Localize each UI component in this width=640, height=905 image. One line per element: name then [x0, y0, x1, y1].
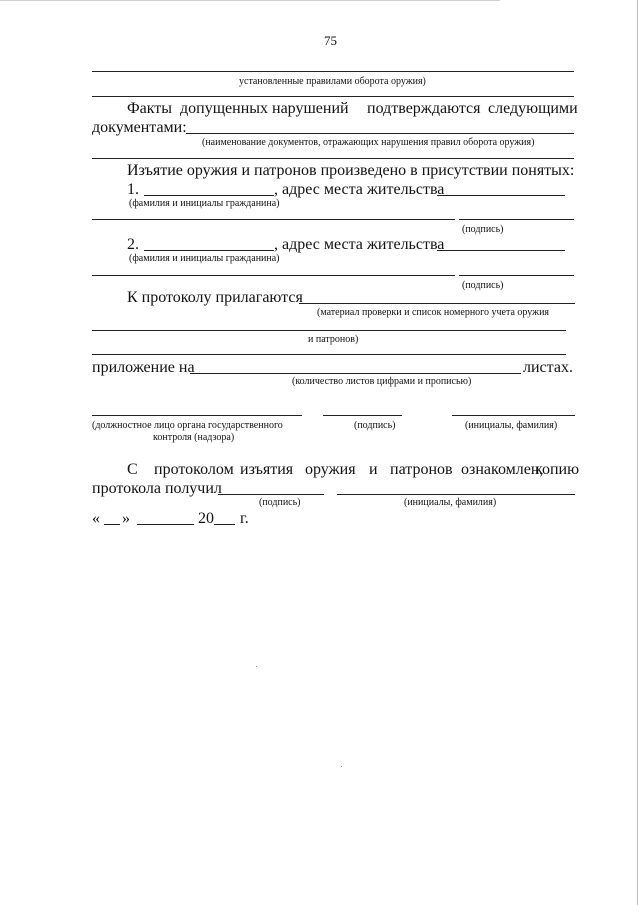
witness-2-number: 2.	[127, 236, 139, 253]
caption-witness-2-name: (фамилия и инициалы гражданина)	[129, 253, 280, 264]
caption-witness-2-signature: (подпись)	[462, 280, 504, 291]
ack-received-label: протокола получил	[92, 480, 222, 497]
scan-speck	[256, 666, 257, 667]
attachments-field-line	[299, 303, 575, 304]
witness-1-signature-line	[459, 219, 574, 220]
caption-official-b: контроля (надзора)	[153, 432, 235, 443]
ack-initials-line	[337, 494, 575, 495]
facts-word: допущенных	[180, 100, 268, 117]
witness-2-name-line	[144, 250, 274, 251]
caption-ack-signature: (подпись)	[259, 497, 301, 508]
scan-edge-line	[0, 0, 500, 1]
ack-word: патронов	[390, 461, 453, 478]
date-year-suffix: г.	[240, 510, 249, 527]
witness-1-second-line	[92, 219, 455, 220]
official-line	[92, 415, 302, 416]
date-day-line	[104, 524, 120, 525]
facts-word: Факты	[127, 100, 173, 117]
caption-ack-initials: (инициалы, фамилия)	[404, 497, 497, 508]
facts-word: подтверждаются	[367, 100, 481, 117]
attachments-label: К протоколу прилагаются	[127, 289, 303, 306]
official-signature-line	[323, 415, 402, 416]
rule-line	[92, 158, 574, 159]
ack-word: ознакомлен,	[461, 461, 544, 478]
caption-official-a: (должностное лицо органа государственного	[92, 420, 283, 431]
ack-word: протоколом	[154, 461, 234, 478]
facts-documents-label: документами:	[92, 119, 187, 136]
witness-1-address-label: , адрес места жительства	[274, 181, 445, 198]
caption-rules: установленные правилами оборота оружия)	[239, 76, 426, 87]
witness-2-signature-line	[459, 275, 574, 276]
caption-documents: (наименование документов, отражающих нарушения правил оборота оружия)	[202, 137, 535, 148]
witness-1-address-line	[437, 195, 565, 196]
caption-attachments-a: (материал проверки и список номерного учета оружия	[317, 307, 550, 318]
ack-word: изъятия	[240, 461, 294, 478]
appendix-sheets-line	[190, 373, 521, 374]
documents-field-line	[186, 133, 574, 134]
witness-1-number: 1.	[127, 181, 139, 198]
caption-appendix: (количество листов цифрами и прописью)	[292, 376, 472, 387]
ack-word: оружия	[305, 461, 356, 478]
date-month-line	[137, 524, 194, 525]
page-number: 75	[324, 33, 337, 48]
facts-word: следующими	[488, 100, 578, 117]
caption-official-signature: (подпись)	[354, 420, 396, 431]
ack-word: копию	[535, 461, 580, 478]
witness-2-address-line	[437, 250, 565, 251]
witness-2-second-line	[92, 275, 455, 276]
witness-2-address-label: , адрес места жительства	[274, 236, 445, 253]
caption-attachments-b: и патронов)	[308, 334, 359, 345]
caption-witness-1-signature: (подпись)	[462, 224, 504, 235]
scan-edge-border	[637, 0, 638, 905]
ack-word: и	[369, 461, 378, 478]
facts-word: нарушений	[272, 100, 349, 117]
withdrawal-intro: Изъятие оружия и патронов произведено в присутствии понятых:	[127, 162, 575, 179]
witness-1-name-line	[144, 195, 274, 196]
scan-speck	[341, 766, 342, 767]
rule-line	[92, 354, 566, 355]
date-year-prefix: 20	[198, 510, 214, 527]
appendix-prefix: приложение на	[92, 359, 195, 376]
date-year-line	[214, 524, 235, 525]
date-close-quote: »	[122, 510, 130, 527]
rule-line	[92, 96, 574, 97]
official-initials-line	[452, 415, 575, 416]
rule-line	[92, 330, 566, 331]
caption-witness-1-name: (фамилия и инициалы гражданина)	[129, 198, 280, 209]
caption-official-initials: (инициалы, фамилия)	[465, 420, 558, 431]
appendix-suffix: листах.	[523, 359, 573, 376]
ack-signature-line	[218, 494, 324, 495]
rule-line	[92, 71, 574, 72]
date-open-quote: «	[92, 510, 100, 527]
ack-word: С	[127, 461, 138, 478]
